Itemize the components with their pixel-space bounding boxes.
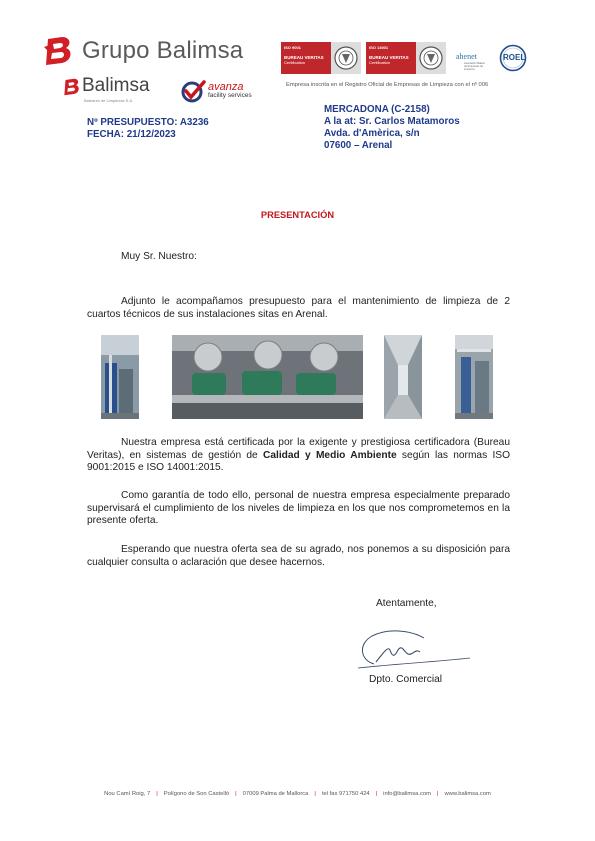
- letter-title: PRESENTACIÓN: [260, 210, 335, 220]
- paragraph-3: Como garantía de todo ello, personal de nuestra empresa especialmente preparado supervisará el cumplimiento de los niveles de limpieza en los que nos comprometemos en la presente oferta.: [87, 490, 510, 527]
- brand-name: Balimsa: [82, 75, 150, 96]
- addressee-block: [324, 104, 460, 152]
- avanza-logo: [180, 78, 252, 104]
- photo-compressors: [172, 335, 363, 419]
- brand-tagline: Baleares de Limpiezas S.A.: [84, 98, 134, 103]
- addressee-city: 07600 – Arenal: [324, 140, 393, 151]
- highlight-quality-environment: Calidad y Medio Ambiente: [262, 449, 397, 461]
- iso-9001-badge: ISO 9001 BUREAU VERITAS Certification: [281, 42, 361, 74]
- grupo-balimsa-logo: [42, 34, 243, 68]
- avanza-check-icon: [180, 79, 206, 103]
- footer-address: Nou Camí Roig, 7: [104, 791, 151, 797]
- addressee-company: MERCADONA (C-2158): [324, 104, 430, 115]
- footer-phone: tel fax 971750 424: [321, 791, 370, 797]
- photo-technical-room-2: [455, 335, 493, 419]
- ahenet-sub: Asociación Balear de Empresas de Limpieza: [464, 62, 485, 72]
- footer-email[interactable]: info@balimsa.com: [383, 791, 431, 797]
- footer-city: 07009 Palma de Mallorca: [242, 791, 309, 797]
- greeting: Muy Sr. Nuestro:: [121, 251, 197, 262]
- footer-web[interactable]: www.balimsa.com: [444, 791, 491, 797]
- photo-technical-room-1: [101, 335, 139, 419]
- paragraph-4: Esperando que nuestra oferta sea de su agrado, nos ponemos a su disposición para cualquier consulta o aclaración que desee hacernos.: [87, 544, 510, 568]
- bureau-veritas-seal-icon: [416, 42, 446, 74]
- group-name: Grupo Balimsa: [82, 37, 244, 64]
- ahenet-name: ahenet: [456, 52, 477, 61]
- balimsa-b-icon: [42, 35, 76, 67]
- addressee-street: Avda. d'Amèrica, s/n: [324, 128, 420, 139]
- budget-info: [87, 117, 209, 141]
- roel-name: ROEL: [503, 53, 526, 62]
- registro-text: Empresa inscrita en el Registro Oficial de Empresas de Limpieza con el nº 006: [286, 82, 489, 88]
- photo-corridor: [384, 335, 422, 419]
- paragraph-1: Adjunto le acompañamos presupuesto para el mantenimiento de limpieza de 2 cuartos técnicos de sus instalaciones sitas en Arenal.: [87, 296, 510, 320]
- iso-14001-badge: ISO 14001 BUREAU VERITAS Certification: [366, 42, 446, 74]
- balimsa-logo: [62, 75, 172, 105]
- budget-number: Nº PRESUPUESTO: A3236: [87, 117, 209, 128]
- avanza-sub: facility services: [208, 92, 252, 99]
- balimsa-small-b-icon: [62, 77, 82, 97]
- avanza-name: avanza: [208, 81, 244, 93]
- department: Dpto. Comercial: [369, 674, 443, 685]
- addressee-attention: A la at: Sr. Carlos Matamoros: [324, 116, 460, 127]
- footer-area: Polígono de Son Castelló: [163, 791, 230, 797]
- budget-date: FECHA: 21/12/2023: [87, 129, 176, 140]
- footer: Nou Camí Roig, 7 | Polígono de Son Castelló | 07009 Palma de Mallorca | tel fax 971750 424 | info@balimsa.com | www.balimsa.com: [104, 791, 491, 797]
- closing: Atentamente,: [376, 598, 437, 609]
- bureau-veritas-seal-icon: [331, 42, 361, 74]
- ahenet-logo: [456, 44, 486, 76]
- paragraph-2: Nuestra empresa está certificada por la exigente y prestigiosa certificadora (Bureau Veritas), en sistemas de gestión de Calidad y Medio Ambiente según las normas ISO 9001:2015 e ISO 14001:2015.: [87, 437, 511, 474]
- signature-icon: [354, 624, 474, 672]
- roel-logo: [494, 44, 532, 72]
